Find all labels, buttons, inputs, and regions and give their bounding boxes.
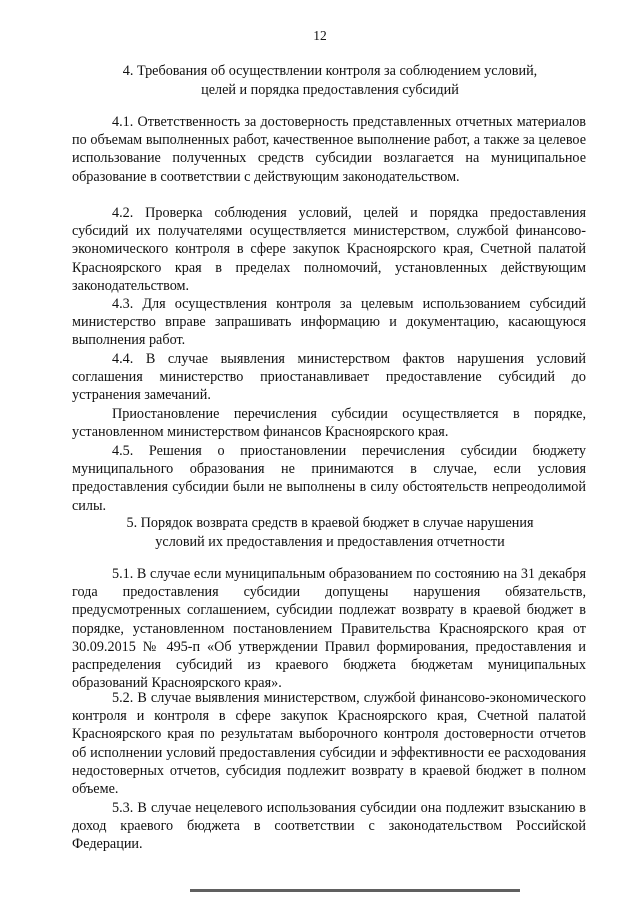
section-5-heading-line2: условий их предоставления и предоставления отчетности xyxy=(155,534,505,550)
paragraph-5-3: 5.3. В случае нецелевого использования субсидии она подлежит взысканию в доход краевого бюджета в соответствии с законодательством Российской Федерации. xyxy=(72,800,586,853)
paragraph-4-1: 4.1. Ответственность за достоверность представленных отчетных материалов по объемам выполненных работ, качественное выполнение работ, а также за целевое использование полученных средств субсидии возлагается на муниципальное образование в соответствии с действующим законодательством. xyxy=(72,114,586,185)
paragraph-4-5: 4.5. Решения о приостановлении перечисления субсидии бюджету муниципального образования не принимаются в случае, если условия предоставления субсидии были не выполнены в силу обстоятельств непреодолимой силы. xyxy=(72,443,586,514)
section-5-heading-line1: 5. Порядок возврата средств в краевой бюджет в случае нарушения xyxy=(126,515,534,531)
section-5-heading xyxy=(70,514,590,552)
section-4-heading xyxy=(70,62,590,100)
paragraph-4-4-continuation: Приостановление перечисления субсидии осуществляется в порядке, установленном министерством финансов Красноярского края. xyxy=(72,406,586,441)
page-number: 12 xyxy=(313,28,327,43)
paragraph-4-2: 4.2. Проверка соблюдения условий, целей и порядка предоставления субсидий их получателями осуществляется министерством, службой финансово-экономического контроля в сфере закупок Красноярского края, Счетной палатой Красноярского края в пределах полномочий, установленных действующим законодательством. xyxy=(72,205,586,294)
scan-artifact-line xyxy=(190,889,520,892)
paragraph-5-2: 5.2. В случае выявления министерством, службой финансово-экономического контроля и контроля в сфере закупок Красноярского края, Счетной палатой Красноярского края по результатам выборочного контроля достоверности отчетов об исполнении условий предоставления субсидии и эффективности ее расходования недостоверных отчетов, субсидия подлежит возврату в краевой бюджет в полном объеме. xyxy=(72,690,586,798)
paragraph-4-3: 4.3. Для осуществления контроля за целевым использованием субсидий министерство вправе запрашивать информацию и документацию, касающуюся выполнения работ. xyxy=(72,296,586,349)
paragraph-4-4: 4.4. В случае выявления министерством фактов нарушения условий соглашения министерство приостанавливает предоставление субсидий до устранения замечаний. xyxy=(72,351,586,404)
paragraph-5-1: 5.1. В случае если муниципальным образованием по состоянию на 31 декабря года предоставления субсидии допущены нарушения обязательств, предусмотренных соглашением, субсидии подлежат возврату в краевой бюджет в порядке, установленном постановлением Правительства Красноярского края от 30.09.2015 № 495-п «Об утверждении Правил формирования, предоставления и распределения субсидий из краевого бюджета бюджетам муниципальных образований Красноярского края». xyxy=(72,566,586,692)
section-4-heading-line1: 4. Требования об осуществлении контроля за соблюдением условий, xyxy=(122,63,538,79)
section-4-heading-line2: целей и порядка предоставления субсидий xyxy=(201,82,459,98)
